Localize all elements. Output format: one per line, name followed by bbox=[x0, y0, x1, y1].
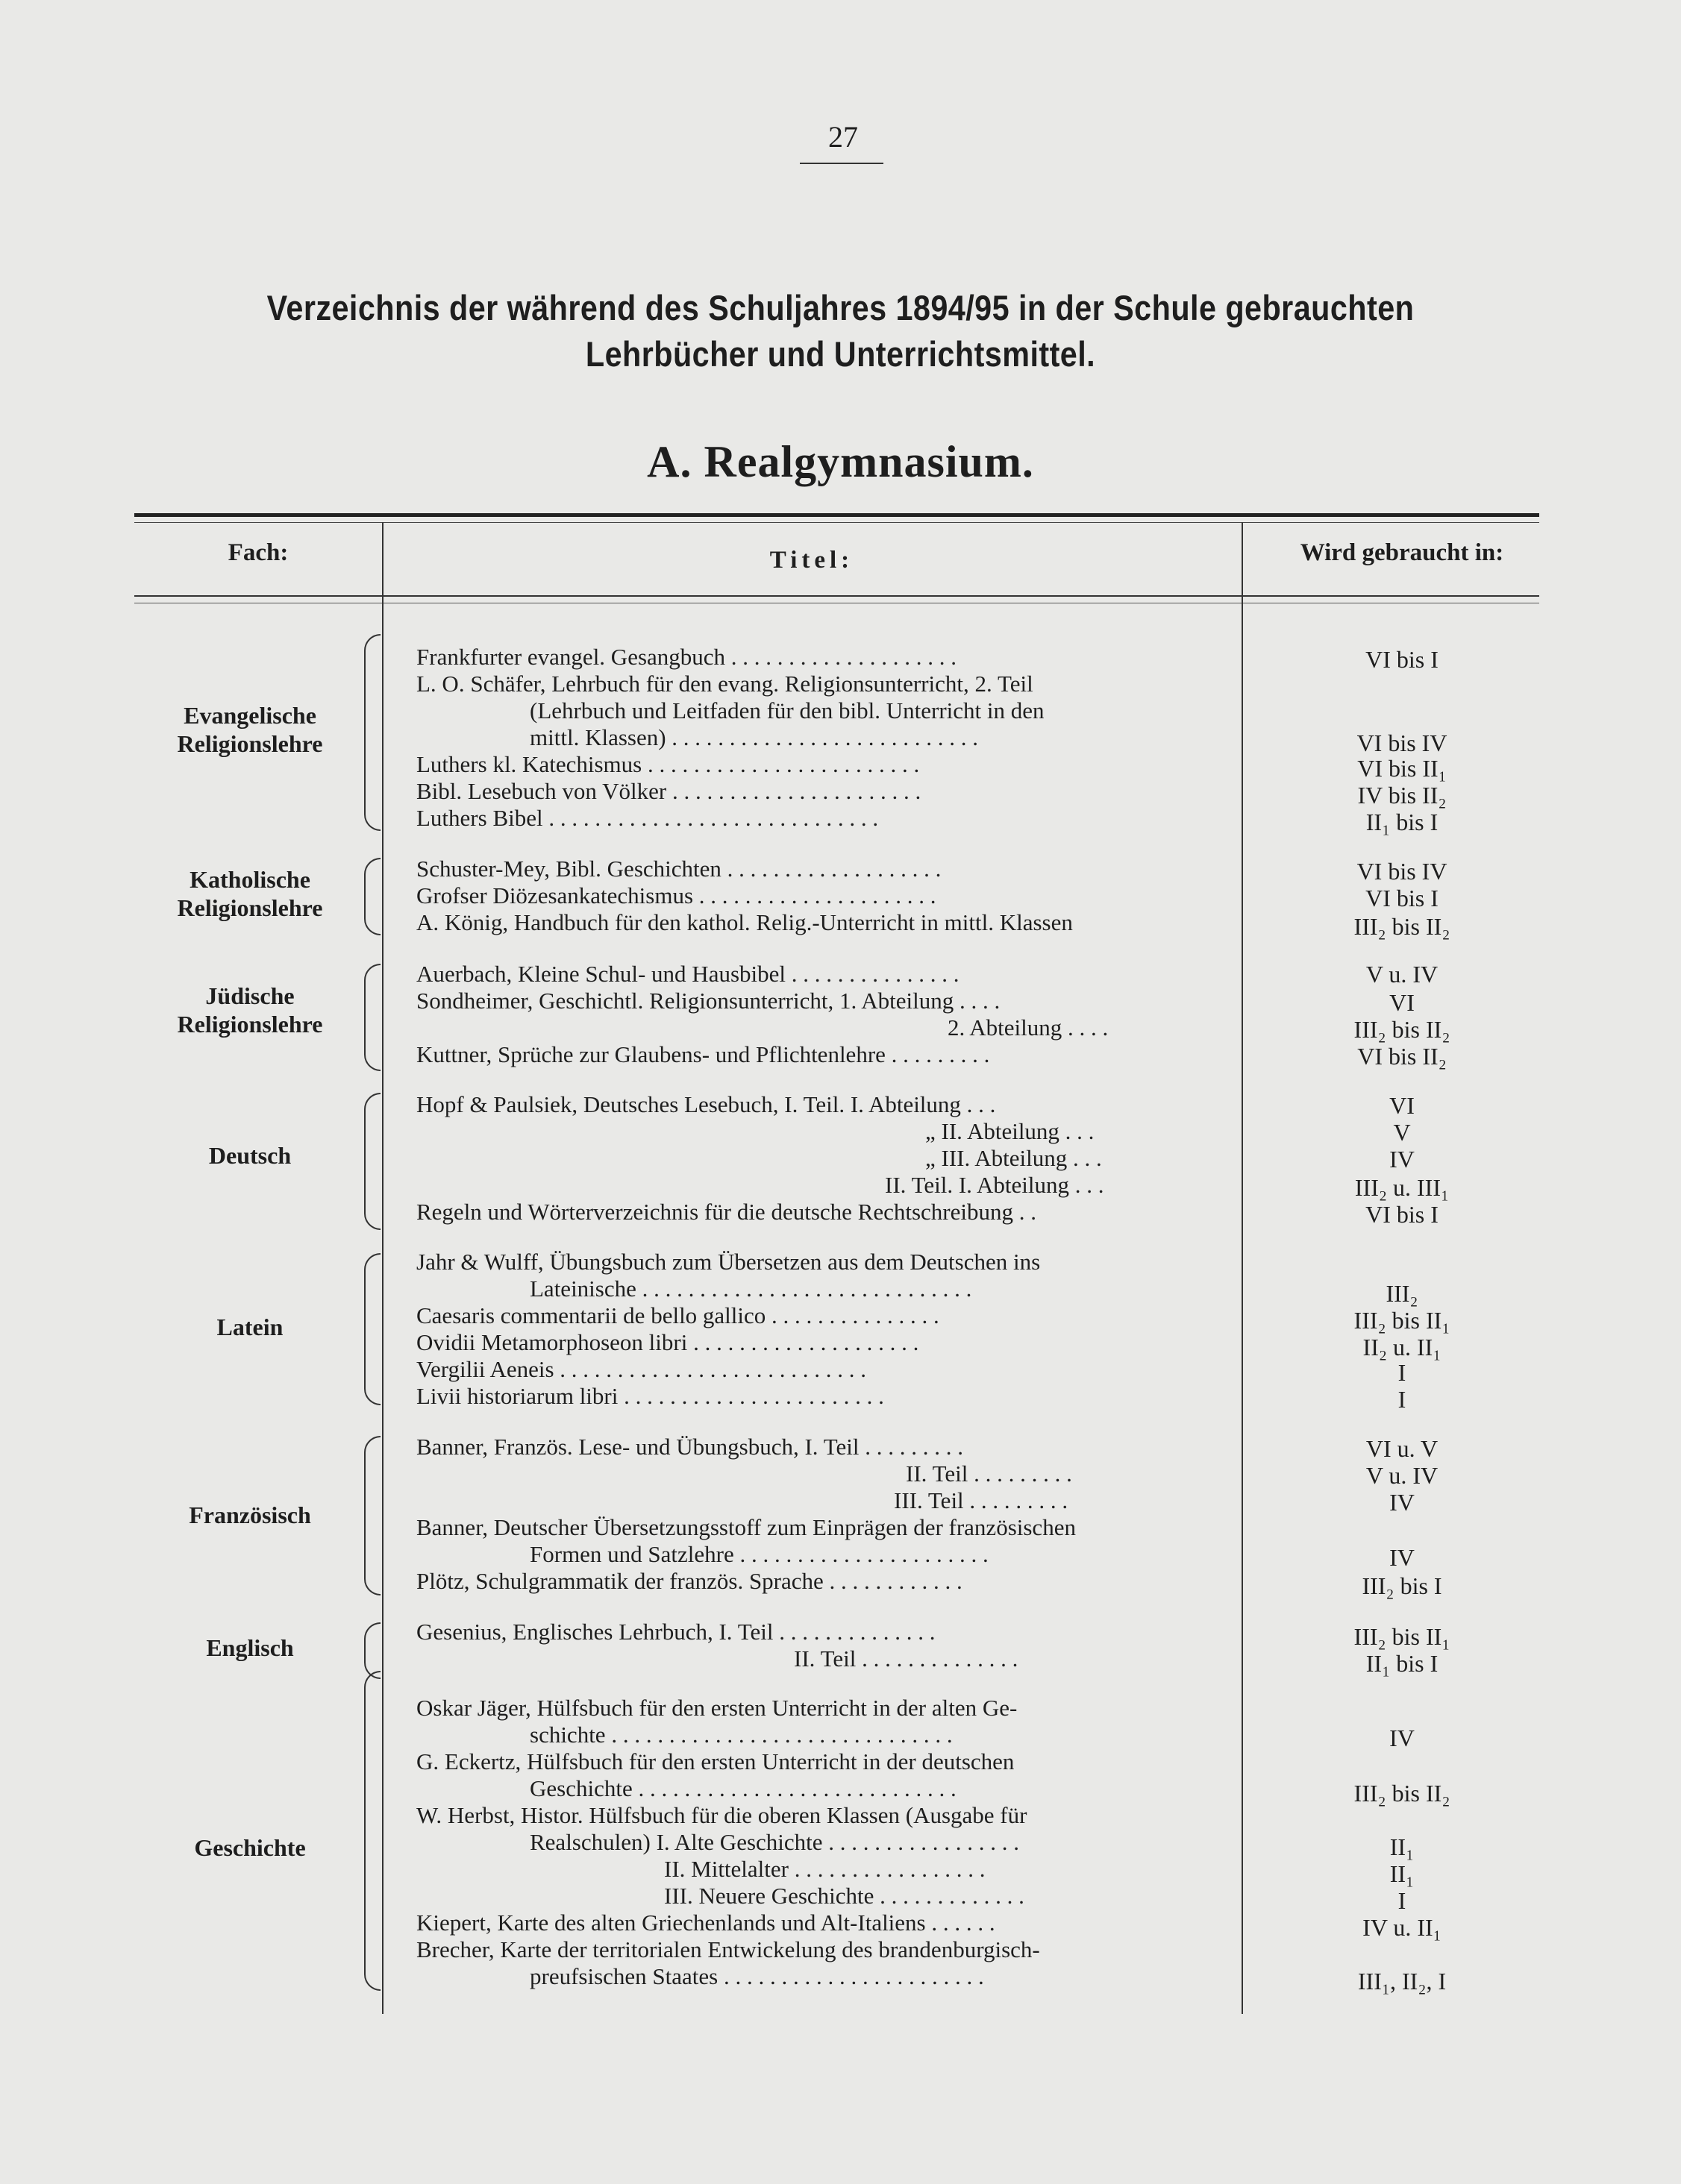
usage-grade: V bbox=[1393, 1119, 1411, 1146]
usage-grade: III₂ bis II₂ bbox=[1353, 1780, 1450, 1807]
book-entry: Vergilii Aeneis . . . . . . . . . . . . . . . . . . . . . . . . . . . bbox=[416, 1356, 867, 1382]
book-entry: Kuttner, Sprüche zur Glaubens- und Pflichtenlehre . . . . . . . . . bbox=[416, 1041, 990, 1067]
table-top-rule-thin bbox=[134, 522, 1539, 523]
subject-juedische-religionslehre bbox=[134, 982, 366, 1038]
usage-grade: VI bis I bbox=[1365, 646, 1439, 673]
usage-grade: II₁ bis I bbox=[1365, 1650, 1439, 1677]
usage-grade: VI bis IV bbox=[1356, 858, 1447, 885]
book-entry: W. Herbst, Histor. Hülfsbuch für die oberen Klassen (Ausgabe für bbox=[416, 1802, 1027, 1828]
usage-grade: III₁, II₂, I bbox=[1357, 1968, 1447, 1995]
book-entry: Hopf & Paulsiek, Deutsches Lesebuch, I. Teil. I. Abteilung . . . bbox=[416, 1091, 996, 1117]
usage-grade: VI bbox=[1389, 989, 1415, 1016]
header-wird-gebraucht: Wird gebraucht in: bbox=[1300, 539, 1504, 566]
subject-geschichte bbox=[134, 1833, 366, 1862]
usage-grade: V u. IV bbox=[1365, 961, 1439, 988]
usage-grade: III₂ bis II₂ bbox=[1353, 913, 1450, 940]
usage-grade: VI bis I bbox=[1365, 1201, 1439, 1228]
subject-name-line: Englisch bbox=[206, 1634, 294, 1661]
column-divider-left bbox=[382, 522, 384, 2014]
book-entry: Ovidii Metamorphoseon libri . . . . . . . . . . . . . . . . . . . . bbox=[416, 1329, 919, 1355]
book-entry: (Lehrbuch und Leitfaden für den bibl. Unterricht in den bbox=[530, 697, 1045, 724]
subject-brace bbox=[364, 858, 381, 935]
book-entry: Plötz, Schulgrammatik der französ. Sprache . . . . . . . . . . . . bbox=[416, 1568, 962, 1594]
usage-grade: VI bis II₂ bbox=[1357, 1043, 1447, 1070]
book-entry: II. Teil . . . . . . . . . . . . . . bbox=[794, 1645, 1018, 1672]
usage-grade: I bbox=[1397, 1386, 1406, 1413]
book-entry: Sondheimer, Geschichtl. Religionsunterricht, 1. Abteilung . . . . bbox=[416, 988, 1001, 1014]
book-entry: „ II. Abteilung . . . bbox=[925, 1118, 1095, 1144]
subject-name-line: Katholische bbox=[190, 866, 310, 893]
usage-grade: III₂ bis II₁ bbox=[1353, 1307, 1450, 1334]
subject-brace bbox=[364, 964, 381, 1071]
book-entry: Banner, Französ. Lese- und Übungsbuch, I. Teil . . . . . . . . . bbox=[416, 1434, 963, 1460]
usage-grade: IV bbox=[1389, 1146, 1415, 1173]
book-entry: A. König, Handbuch für den kathol. Relig.-Unterricht in mittl. Klassen bbox=[416, 909, 1073, 935]
usage-grade: II₂ u. II₁ bbox=[1362, 1334, 1441, 1361]
book-entry: Luthers kl. Katechismus . . . . . . . . . . . . . . . . . . . . . . . . bbox=[416, 751, 920, 777]
book-entry: Livii historiarum libri . . . . . . . . . . . . . . . . . . . . . . . bbox=[416, 1383, 884, 1409]
book-entry: schichte . . . . . . . . . . . . . . . . . . . . . . . . . . . . . . bbox=[530, 1722, 953, 1748]
document-title-line-2: Lehrbücher und Unterrichtsmittel. bbox=[585, 334, 1096, 374]
subject-latein bbox=[134, 1313, 366, 1341]
usage-grade: IV bbox=[1389, 1725, 1415, 1751]
usage-grade: IV bbox=[1389, 1544, 1415, 1571]
subject-franzoesisch bbox=[134, 1501, 366, 1529]
subject-katholische-religionslehre bbox=[134, 865, 366, 922]
book-entry: Regeln und Wörterverzeichnis für die deutsche Rechtschreibung . . bbox=[416, 1199, 1036, 1225]
usage-grade: VI bbox=[1389, 1092, 1415, 1119]
book-entry: Luthers Bibel . . . . . . . . . . . . . . . . . . . . . . . . . . . . . bbox=[416, 805, 879, 831]
usage-grade: II₁ bbox=[1389, 1860, 1415, 1887]
subject-name-line: Deutsch bbox=[208, 1142, 292, 1169]
book-entry: Oskar Jäger, Hülfsbuch für den ersten Unterricht in der alten Ge- bbox=[416, 1695, 1018, 1721]
book-entry: II. Mittelalter . . . . . . . . . . . . . . . . . bbox=[664, 1856, 986, 1882]
page-number: 27 bbox=[828, 120, 858, 154]
subject-name-line: Jüdische bbox=[205, 982, 295, 1009]
book-entry: mittl. Klassen) . . . . . . . . . . . . . . . . . . . . . . . . . . . bbox=[530, 724, 979, 750]
book-entry: Kiepert, Karte des alten Griechenlands und Alt-Italiens . . . . . . bbox=[416, 1910, 995, 1936]
subject-name-line: Evangelische bbox=[184, 702, 316, 729]
usage-grade: I bbox=[1397, 1887, 1406, 1914]
book-entry: Geschichte . . . . . . . . . . . . . . . . . . . . . . . . . . . . bbox=[530, 1775, 957, 1801]
book-entry: „ III. Abteilung . . . bbox=[925, 1145, 1102, 1171]
subject-name-line: Religionslehre bbox=[177, 894, 323, 921]
usage-grade: III₂ bis I bbox=[1362, 1572, 1442, 1599]
book-entry: Bibl. Lesebuch von Völker . . . . . . . . . . . . . . . . . . . . . . bbox=[416, 778, 921, 804]
book-entry: Caesaris commentarii de bello gallico . . . . . . . . . . . . . . . bbox=[416, 1302, 939, 1328]
subject-brace bbox=[364, 634, 381, 831]
book-entry: G. Eckertz, Hülfsbuch für den ersten Unterricht in der deutschen bbox=[416, 1748, 1015, 1775]
book-entry: II. Teil . . . . . . . . . bbox=[906, 1460, 1072, 1487]
header-titel: Titel: bbox=[769, 547, 854, 574]
subject-name-line: Religionslehre bbox=[177, 1011, 323, 1038]
subject-brace bbox=[364, 1253, 381, 1405]
header-bottom-rule bbox=[134, 595, 1539, 597]
subject-name-line: Geschichte bbox=[194, 1834, 306, 1861]
book-entry: Frankfurter evangel. Gesangbuch . . . . . . . . . . . . . . . . . . . . bbox=[416, 644, 957, 670]
subject-evangelische-religionslehre bbox=[134, 701, 366, 758]
usage-grade: I bbox=[1397, 1359, 1406, 1386]
table-top-rule bbox=[134, 513, 1539, 517]
book-entry: III. Neuere Geschichte . . . . . . . . . . . . . bbox=[664, 1883, 1024, 1909]
section-title: A. Realgymnasium. bbox=[647, 437, 1034, 486]
book-entry: Jahr & Wulff, Übungsbuch zum Übersetzen aus dem Deutschen ins bbox=[416, 1249, 1041, 1275]
book-entry: Lateinische . . . . . . . . . . . . . . . . . . . . . . . . . . . . . bbox=[530, 1275, 972, 1302]
book-entry: II. Teil. I. Abteilung . . . bbox=[885, 1172, 1104, 1198]
usage-grade: III₂ bis II₁ bbox=[1353, 1623, 1450, 1650]
book-entry: L. O. Schäfer, Lehrbuch für den evang. Religionsunterricht, 2. Teil bbox=[416, 671, 1033, 697]
usage-grade: IV bis II₂ bbox=[1357, 782, 1447, 809]
subject-brace bbox=[364, 1436, 381, 1595]
subject-name-line: Französisch bbox=[189, 1502, 311, 1528]
subject-name-line: Latein bbox=[216, 1314, 284, 1340]
usage-grade: VI bis IV bbox=[1356, 729, 1447, 756]
subject-name-line: Religionslehre bbox=[177, 730, 323, 757]
book-entry: III. Teil . . . . . . . . . bbox=[894, 1487, 1068, 1513]
usage-grade: VI bis II₁ bbox=[1357, 755, 1447, 782]
subject-deutsch bbox=[134, 1141, 366, 1170]
book-entry: Gesenius, Englisches Lehrbuch, I. Teil . . . . . . . . . . . . . . bbox=[416, 1619, 936, 1645]
subject-brace bbox=[364, 1671, 381, 1991]
usage-grade: III₂ u. III₁ bbox=[1354, 1174, 1450, 1201]
usage-grade: III₂ bbox=[1386, 1280, 1418, 1307]
book-entry: 2. Abteilung . . . . bbox=[948, 1014, 1109, 1041]
usage-grade: III₂ bis II₂ bbox=[1353, 1016, 1450, 1043]
usage-grade: VI bis I bbox=[1365, 885, 1439, 911]
usage-grade: IV bbox=[1389, 1489, 1415, 1516]
book-entry: Auerbach, Kleine Schul- und Hausbibel . . . . . . . . . . . . . . . bbox=[416, 961, 960, 987]
book-entry: Schuster-Mey, Bibl. Geschichten . . . . . . . . . . . . . . . . . . . bbox=[416, 856, 942, 882]
header-fach: Fach: bbox=[228, 539, 289, 566]
book-entry: Brecher, Karte der territorialen Entwickelung des brandenburgisch- bbox=[416, 1936, 1040, 1962]
usage-grade: II₁ bbox=[1389, 1833, 1415, 1860]
book-entry: Realschulen) I. Alte Geschichte . . . . . . . . . . . . . . . . . bbox=[530, 1829, 1020, 1855]
subject-englisch bbox=[134, 1634, 366, 1662]
usage-grade: V u. IV bbox=[1365, 1462, 1439, 1489]
subject-brace bbox=[364, 1093, 381, 1230]
usage-grade: VI u. V bbox=[1365, 1435, 1439, 1462]
book-entry: Formen und Satzlehre . . . . . . . . . . . . . . . . . . . . . . bbox=[530, 1541, 989, 1567]
book-entry: preufsischen Staates . . . . . . . . . . . . . . . . . . . . . . . bbox=[530, 1963, 984, 1989]
book-entry: Banner, Deutscher Übersetzungsstoff zum Einprägen der französischen bbox=[416, 1514, 1076, 1540]
page-number-rule bbox=[800, 163, 883, 164]
book-entry: Grofser Diözesankatechismus . . . . . . . . . . . . . . . . . . . . . bbox=[416, 882, 936, 909]
usage-grade: II₁ bis I bbox=[1365, 809, 1439, 835]
document-title-line-1: Verzeichnis der während des Schuljahres 1894/95 in der Schule gebrauchten bbox=[266, 288, 1415, 327]
usage-grade: IV u. II₁ bbox=[1362, 1914, 1441, 1941]
